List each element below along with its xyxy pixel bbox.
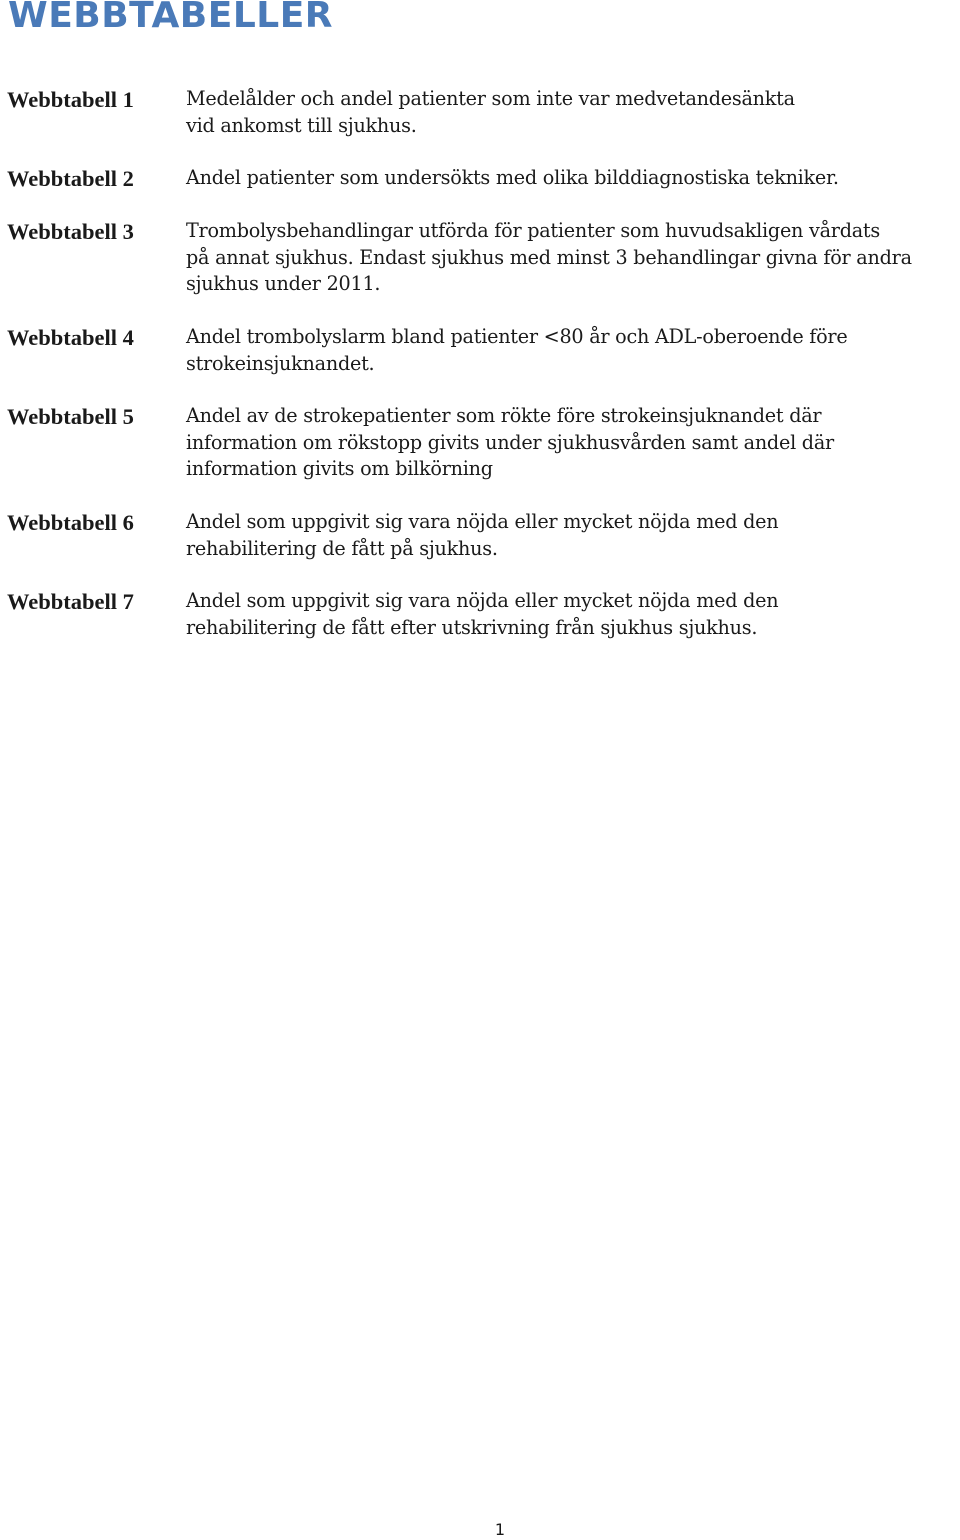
entry-description: Trombolysbehandlingar utförda för patienter som huvudsakligen vårdats på annat sjukhus. Endast sjukhus med minst 3 behandlingar givna för andra sjukhus under 2011. [186,219,912,296]
webbtabell-list [7,86,960,641]
entry-label: Webbtabell 3 [7,219,134,245]
list-item-webbtabell-5 [7,403,960,483]
list-item-webbtabell-6 [7,509,960,562]
list-item-webbtabell-3 [7,218,960,298]
entry-description: Andel trombolyslarm bland patienter <80 år och ADL-oberoende före strokeinsjuknandet. [186,324,848,375]
entry-label: Webbtabell 5 [7,404,134,430]
entry-description: Andel som uppgivit sig vara nöjda eller mycket nöjda med den rehabilitering de fått på sjukhus. [186,509,779,560]
list-item-webbtabell-7 [7,588,960,641]
entry-description: Andel av de strokepatienter som rökte före strokeinsjuknandet där information om rökstopp givits under sjukhusvården samt andel där information givits om bilkörning [186,404,834,481]
entry-label: Webbtabell 2 [7,166,134,192]
entry-description: Andel som uppgivit sig vara nöjda eller mycket nöjda med den rehabilitering de fått efter utskrivning från sjukhus sjukhus. [186,589,779,639]
list-item-webbtabell-2 [7,165,960,192]
entry-label: Webbtabell 4 [7,324,134,350]
page-title: WEBBTABELLER [8,0,334,36]
entry-description: Medelålder och andel patienter som inte var medvetandesänkta vid ankomst till sjukhus. [186,87,795,137]
entry-label: Webbtabell 6 [7,509,134,535]
page-number: 1 [494,1520,506,1539]
list-item-webbtabell-1 [7,86,960,139]
entry-label: Webbtabell 1 [7,87,134,112]
list-item-webbtabell-4 [7,324,960,377]
entry-label: Webbtabell 7 [7,589,134,615]
entry-description: Andel patienter som undersökts med olika bilddiagnostiska tekniker. [186,166,839,190]
